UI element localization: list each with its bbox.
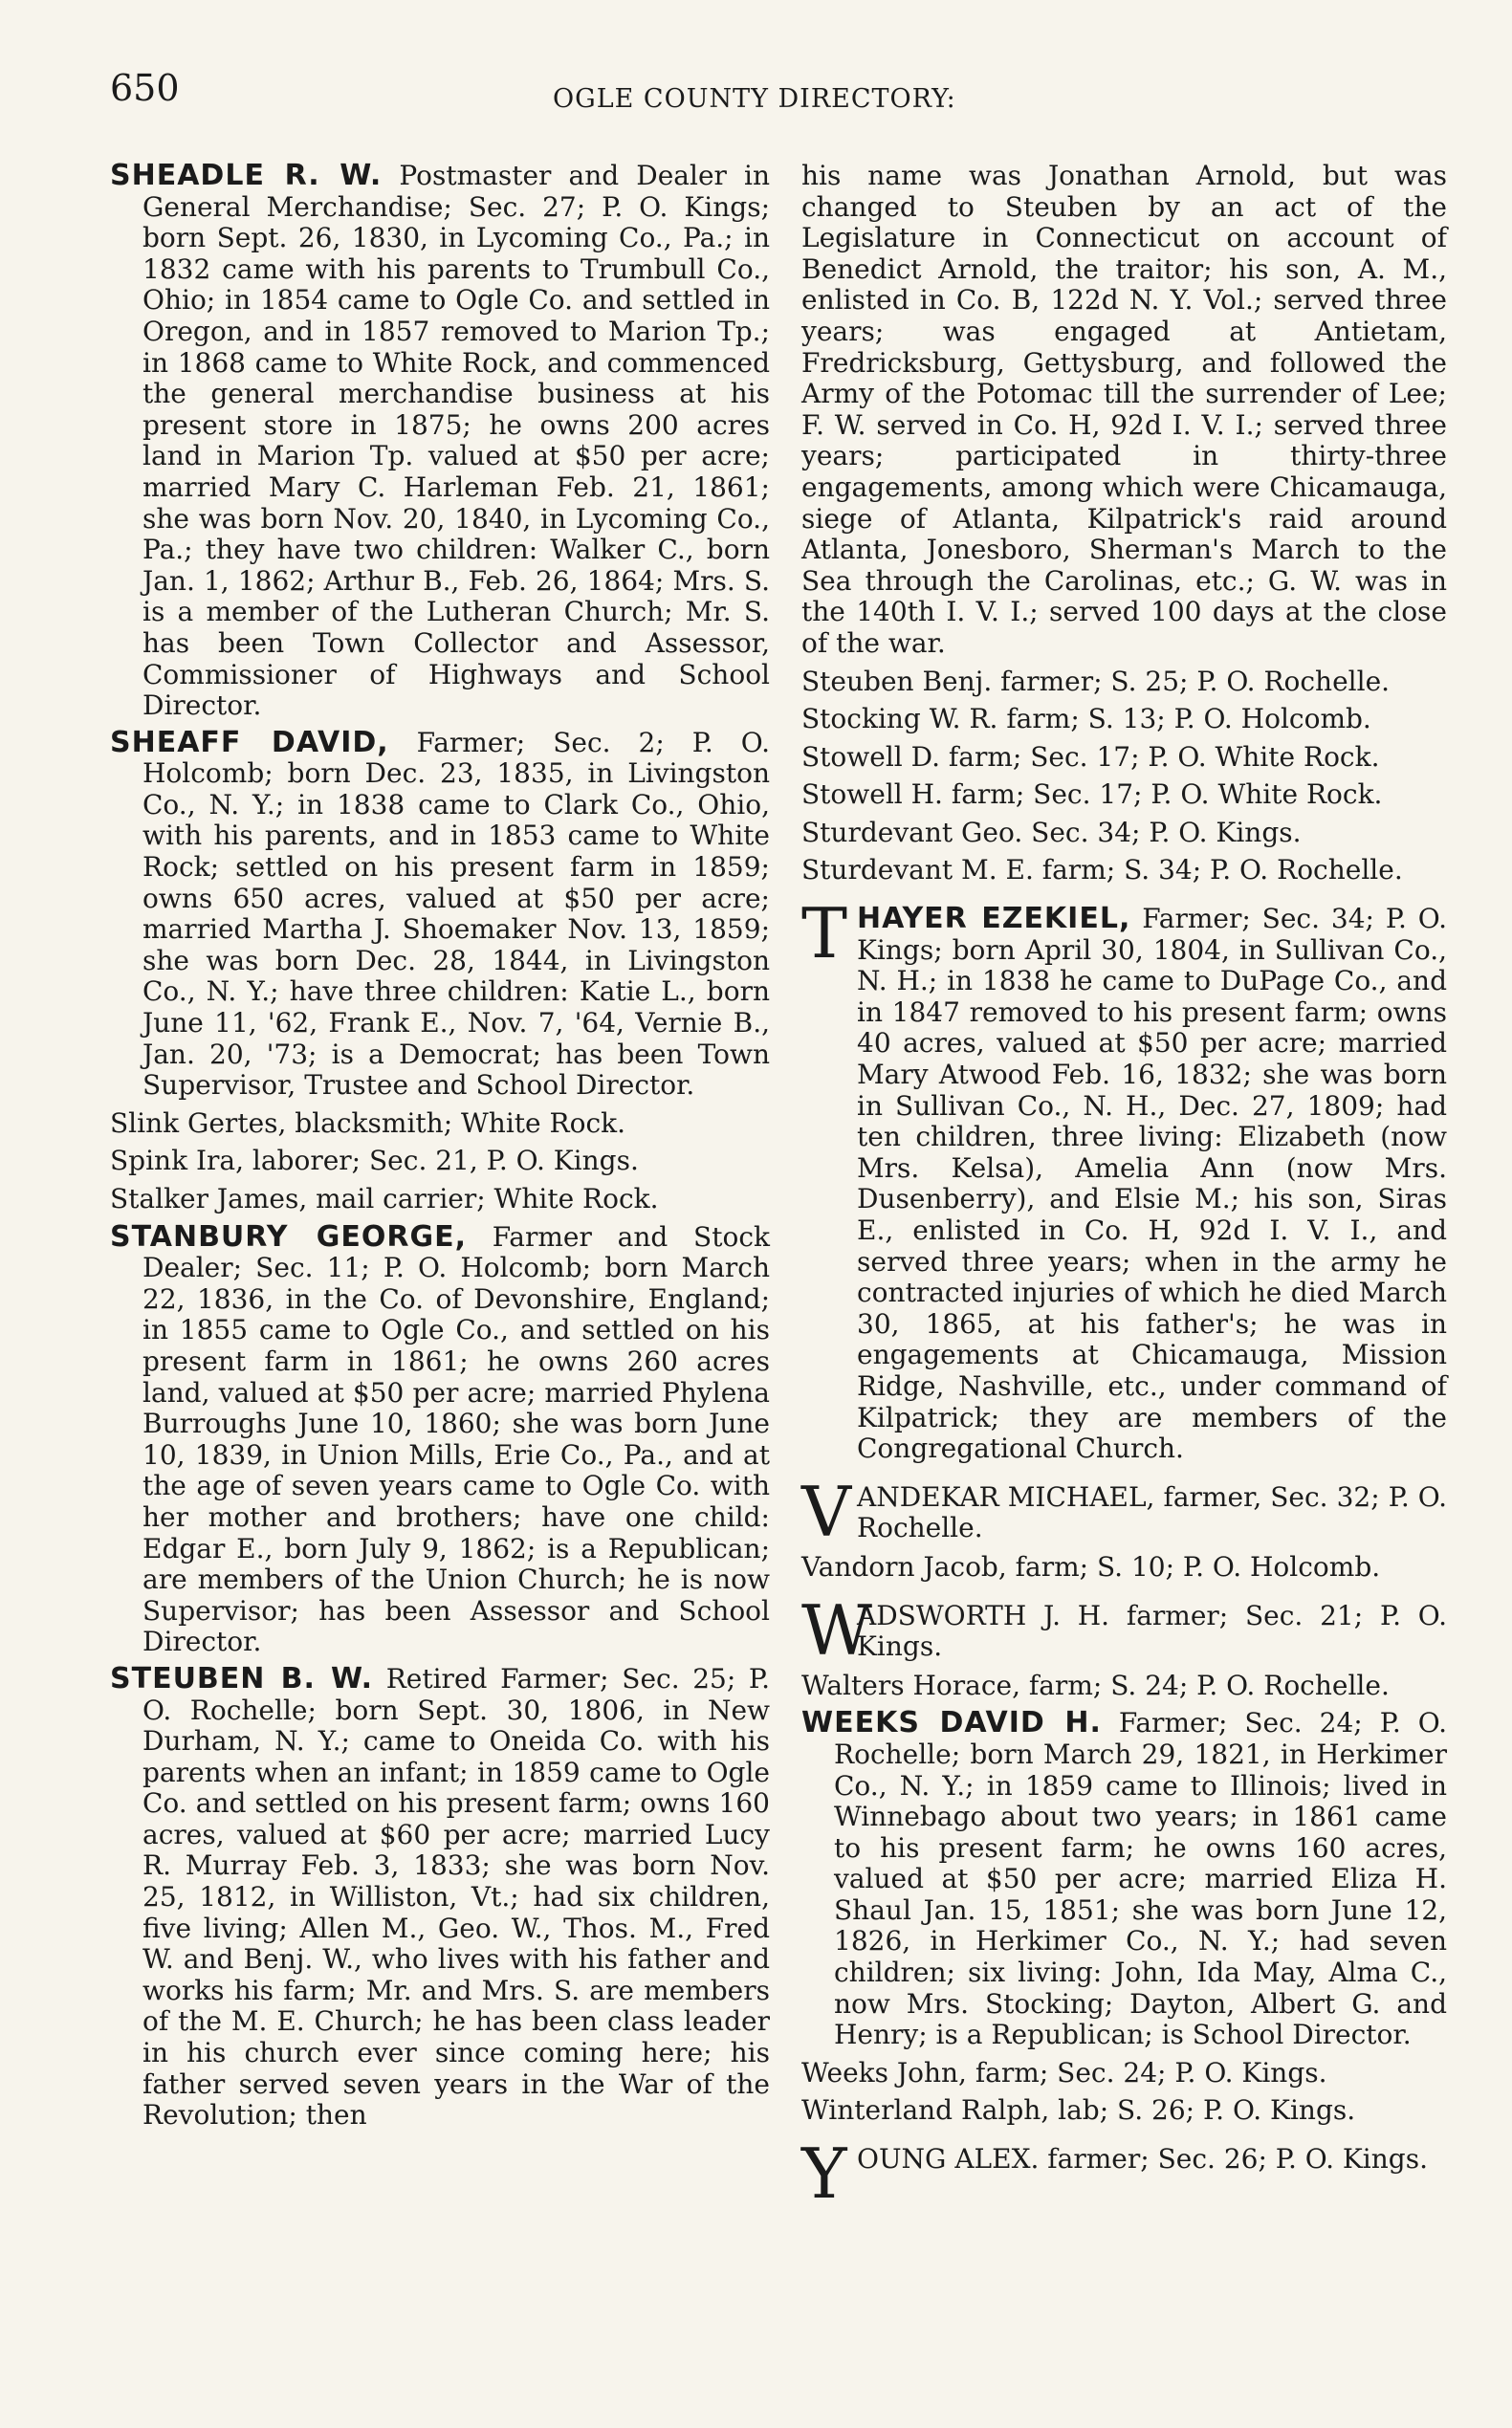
entry-text: Postmaster and Dealer in General Merchandise; Sec. 27; P. O. Kings; born Sept. 26, 1830, in Lycoming Co., Pa.; in 1832 came with his parents to Trumbull Co., Ohio; in 1854 came to Ogle Co. and settled in Oregon, and in 1857 removed to Marion Tp.; in 1868 came to White Rock, and commenced the general merchandise business at his present store in 1875; he owns 200 acres land in Marion Tp. valued at $50 per acre; married Mary C. Harleman Feb. 21, 1861; she was born Nov. 20, 1840, in Lycoming Co., Pa.; they have two children: Walker C., born Jan. 1, 1862; Arthur B., Feb. 26, 1864; Mrs. S. is a member of the Lutheran Church; Mr. S. has been Town Collector and Assessor, Commissioner of Highways and School Director. [142, 160, 770, 722]
letter-section-entry [801, 2133, 1447, 2215]
directory-entry: Sturdevant Geo. Sec. 34; P. O. Kings. [801, 816, 1302, 848]
drop-cap: W [801, 1589, 873, 1671]
directory-entry [110, 1219, 770, 1658]
letter-section-entry [801, 1589, 1447, 1671]
drop-cap: T [801, 893, 848, 974]
directory-entry: Stowell D. farm; Sec. 17; P. O. White Rock. [801, 740, 1380, 773]
drop-cap: Y [801, 2133, 847, 2215]
entry-text: ADSWORTH J. H. farmer; Sec. 21; P. O. Kings. [857, 1599, 1447, 1663]
directory-entry [801, 1708, 1447, 2051]
directory-entry: Slink Gertes, blacksmith; White Rock. [110, 1106, 625, 1139]
entry-text: Retired Farmer; Sec. 25; P. O. Rochelle; born Sept. 30, 1806, in New Durham, N. Y.; came to Oneida Co. with his parents when an infant; in 1859 came to Ogle Co. and settled on his present farm; owns 160 acres, valued at $60 per acre; married Lucy R. Murray Feb. 3, 1833; she was born Nov. 25, 1812, in Williston, Vt.; had six children, five living; Allen M., Geo. W., Thos. M., Fred W. and Benj. W., who lives with his father and works his farm; Mr. and Mrs. S. are members of the M. E. Church; he has been class leader in his church ever since coming here; his father served seven years in the War of the Revolution; then [142, 1662, 770, 2132]
entry-name: HAYER EZEKIEL, [857, 902, 1131, 936]
entry-text: Farmer; Sec. 24; P. O. Rochelle; born March 29, 1821, in Herkimer Co., N. Y.; in 1859 came to Illinois; lived in Winnebago about two years; in 1861 came to his present farm; he owns 160 acres, valued at $50 per acre; married Eliza H. Shaul Jan. 15, 1851; she was born June 12, 1826, in Herkimer Co., N. Y.; had seven children; six living: John, Ida May, Alma C., now Mrs. Stocking; Dayton, Albert G. and Henry; is a Republican; is School Director. [834, 1707, 1447, 2051]
directory-entry: Winterland Ralph, lab; S. 26; P. O. Kings. [801, 2094, 1356, 2127]
directory-entry: Spink Ira, laborer; Sec. 21, P. O. Kings. [110, 1145, 639, 1177]
letter-section-entry [801, 893, 1447, 1465]
left-column [110, 161, 770, 2137]
directory-entry [110, 725, 770, 1102]
right-column [801, 160, 1447, 2215]
directory-entry: Stalker James, mail carrier; White Rock. [110, 1183, 659, 1214]
directory-entry: Weeks John, farm; Sec. 24; P. O. Kings. [801, 2056, 1327, 2089]
entry-text: ANDEKAR MICHAEL, farmer, Sec. 32; P. O. Rochelle. [857, 1480, 1447, 1544]
entry-name: SHEADLE R. W. [110, 159, 383, 192]
entry-name: SHEAFF DAVID, [110, 725, 389, 759]
entry-name: STEUBEN B. W. [110, 1661, 374, 1695]
entry-text: Farmer; Sec. 34; P. O. Kings; born April 30, 1804, in Sullivan Co., N. H.; in 1838 he came to DuPage Co., and in 1847 removed to his present farm; owns 40 acres, valued at $50 per acre; married Mary Atwood Feb. 16, 1832; she was born in Sullivan Co., N. H., Dec. 27, 1809; had ten children, three living: Elizabeth (now Mrs. Kelsa), Amelia Ann (now Mrs. Dusenberry), and Elsie M.; his son, Siras E., enlisted in Co. H, 92d I. V. I., and served three years; when in the army he contracted injuries of which he died March 30, 1865, at his father's; he was in engagements at Chicamauga, Mission Ridge, Nashville, etc., under command of Kilpatrick; they are members of the Congregational Church. [857, 903, 1447, 1465]
entry-text: Farmer and Stock Dealer; Sec. 11; P. O. Holcomb; born March 22, 1836, in the Co. of Devonshire, England; in 1855 came to Ogle Co., and settled on his present farm in 1861; he owns 260 acres land, valued at $50 per acre; married Phylena Burroughs June 10, 1860; she was born June 10, 1839, in Union Mills, Erie Co., Pa., and at the age of seven years came to Ogle Co. with her mother and brothers; have one child: Edgar E., born July 9, 1862; is a Republican; are members of the Union Church; he is now Supervisor; has been Assessor and School Director. [142, 1220, 770, 1658]
directory-entry: Sturdevant M. E. farm; S. 34; P. O. Rochelle. [801, 854, 1403, 886]
directory-entry [110, 1661, 770, 2132]
drop-cap: V [801, 1471, 851, 1552]
directory-entry: Walters Horace, farm; S. 24; P. O. Rochelle. [801, 1669, 1390, 1701]
entry-name: STANBURY GEORGE, [110, 1219, 468, 1254]
running-head: OGLE COUNTY DIRECTORY: [553, 84, 956, 114]
directory-entry [110, 161, 770, 722]
entry-text: OUNG ALEX. farmer; Sec. 26; P. O. Kings. [857, 2143, 1428, 2176]
directory-entry: Stowell H. farm; Sec. 17; P. O. White Rock. [801, 778, 1383, 811]
continued-entry: his name was Jonathan Arnold, but was changed to Steuben by an act of the Legislature in Connecticut on account of Benedict Arnold, the traitor; his son, A. M., enlisted in Co. B, 122d N. Y. Vol.; served three years; was engaged at Antietam, Fredricksburg, Gettysburg, and followed the Army of the Potomac till the surrender of Lee; F. W. served in Co. H, 92d I. V. I.; served three years; participated in thirty-three engagements, among which were Chicamauga, siege of Atlanta, Kilpatrick's raid around Atlanta, Jonesboro, Sherman's March to the Sea through the Carolinas, etc.; G. W. was in the 140th I. V. I.; served 100 days at the close of the war. [801, 160, 1447, 659]
directory-entry: Vandorn Jacob, farm; S. 10; P. O. Holcomb. [801, 1550, 1381, 1583]
directory-entry: Steuben Benj. farmer; S. 25; P. O. Rochelle. [801, 665, 1391, 697]
entry-name: WEEKS DAVID H. [801, 1706, 1102, 1740]
directory-entry: Stocking W. R. farm; S. 13; P. O. Holcomb. [801, 703, 1371, 735]
page-number: 650 [110, 67, 180, 109]
entry-text: Farmer; Sec. 2; P. O. Holcomb; born Dec. 23, 1835, in Livingston Co., N. Y.; in 1838 came to Clark Co., Ohio, with his parents, and in 1853 came to White Rock; settled on his present farm in 1859; owns 650 acres, valued at $50 per acre; married Martha J. Shoemaker Nov. 13, 1859; she was born Dec. 28, 1844, in Livingston Co., N. Y.; have three children: Katie L., born June 11, '62, Frank E., Nov. 7, '64, Vernie B., Jan. 20, '73; is a Democrat; has been Town Supervisor, Trustee and School Director. [142, 726, 770, 1102]
letter-section-entry [801, 1471, 1447, 1552]
